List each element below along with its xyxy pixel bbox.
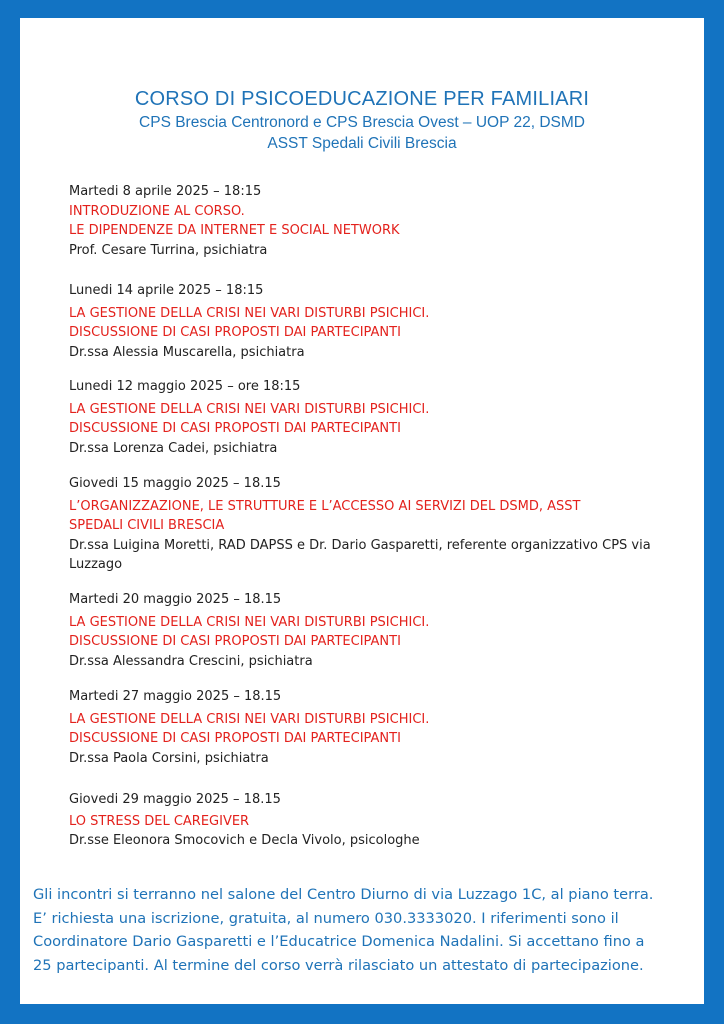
event-speaker-continued: Luzzago [69,557,123,572]
event-topic: DISCUSSIONE DI CASI PROPOSTI DAI PARTECIPANTI [69,731,401,746]
event-date: Giovedi 15 maggio 2025 – 18.15 [69,476,281,491]
footer-line: E’ richiesta una iscrizione, gratuita, al numero 030.3333020. I riferimenti sono il [33,909,619,927]
event-item [69,377,669,458]
venue-information [33,883,698,977]
event-speaker: Dr.ssa Lorenza Cadei, psichiatra [69,440,278,456]
event-topic: LE DIPENDENZE DA INTERNET E SOCIAL NETWORK [69,223,400,238]
event-date: Giovedi 29 maggio 2025 – 18.15 [69,792,281,807]
footer-line: Gli incontri si terranno nel salone del Centro Diurno di via Luzzago 1C, al piano terra. [33,886,654,903]
event-topic: DISCUSSIONE DI CASI PROPOSTI DAI PARTECIPANTI [69,634,401,649]
event-topic: LA GESTIONE DELLA CRISI NEI VARI DISTURBI PSICHICI. [69,614,430,630]
event-topic: LA GESTIONE DELLA CRISI NEI VARI DISTURBI PSICHICI. [69,305,430,321]
event-item [69,687,669,768]
event-topic: INTRODUZIONE AL CORSO. [69,203,245,219]
event-topic: DISCUSSIONE DI CASI PROPOSTI DAI PARTECIPANTI [69,421,401,436]
event-speaker: Dr.ssa Alessia Muscarella, psichiatra [69,344,305,360]
event-date: Lunedi 12 maggio 2025 – ore 18:15 [69,379,301,394]
event-speaker: Prof. Cesare Turrina, psichiatra [69,242,268,258]
event-date: Martedi 27 maggio 2025 – 18.15 [69,689,282,704]
event-date: Martedi 8 aprile 2025 – 18:15 [69,184,262,199]
event-item [69,474,669,575]
event-topic: LA GESTIONE DELLA CRISI NEI VARI DISTURBI PSICHICI. [69,401,430,417]
course-institution: ASST Spedali Civili Brescia [267,135,457,152]
event-item [69,281,669,362]
document-header [20,86,704,154]
event-item [69,182,669,260]
event-topic: LO STRESS DEL CAREGIVER [69,813,250,829]
event-topic: SPEDALI CIVILI BRESCIA [69,518,225,533]
course-title: CORSO DI PSICOEDUCAZIONE PER FAMILIARI [134,88,590,110]
event-speaker: Dr.ssa Alessandra Crescini, psichiatra [69,653,313,669]
event-item [69,790,669,851]
course-organizers: CPS Brescia Centronord e CPS Brescia Ovest – UOP 22, DSMD [139,114,585,131]
event-item [69,590,669,671]
document-page [20,18,704,1004]
event-date: Lunedi 14 aprile 2025 – 18:15 [69,283,264,298]
footer-line: 25 partecipanti. Al termine del corso verrà rilasciato un attestato di partecipazione. [33,956,644,974]
event-topic: L’ORGANIZZAZIONE, LE STRUTTURE E L’ACCESSO AI SERVIZI DEL DSMD, ASST [69,498,581,514]
event-date: Martedi 20 maggio 2025 – 18.15 [69,592,282,607]
event-speaker: Dr.ssa Luigina Moretti, RAD DAPSS e Dr. Dario Gasparetti, referente organizzativo CPS via [69,537,651,553]
event-speaker: Dr.ssa Paola Corsini, psichiatra [69,750,269,766]
event-speaker: Dr.sse Eleonora Smocovich e Decla Vivolo, psicologhe [69,833,420,848]
event-topic: LA GESTIONE DELLA CRISI NEI VARI DISTURBI PSICHICI. [69,711,430,727]
footer-line: Coordinatore Dario Gasparetti e l’Educatrice Domenica Nadalini. Si accettano fino a [33,933,645,950]
event-topic: DISCUSSIONE DI CASI PROPOSTI DAI PARTECIPANTI [69,325,401,340]
